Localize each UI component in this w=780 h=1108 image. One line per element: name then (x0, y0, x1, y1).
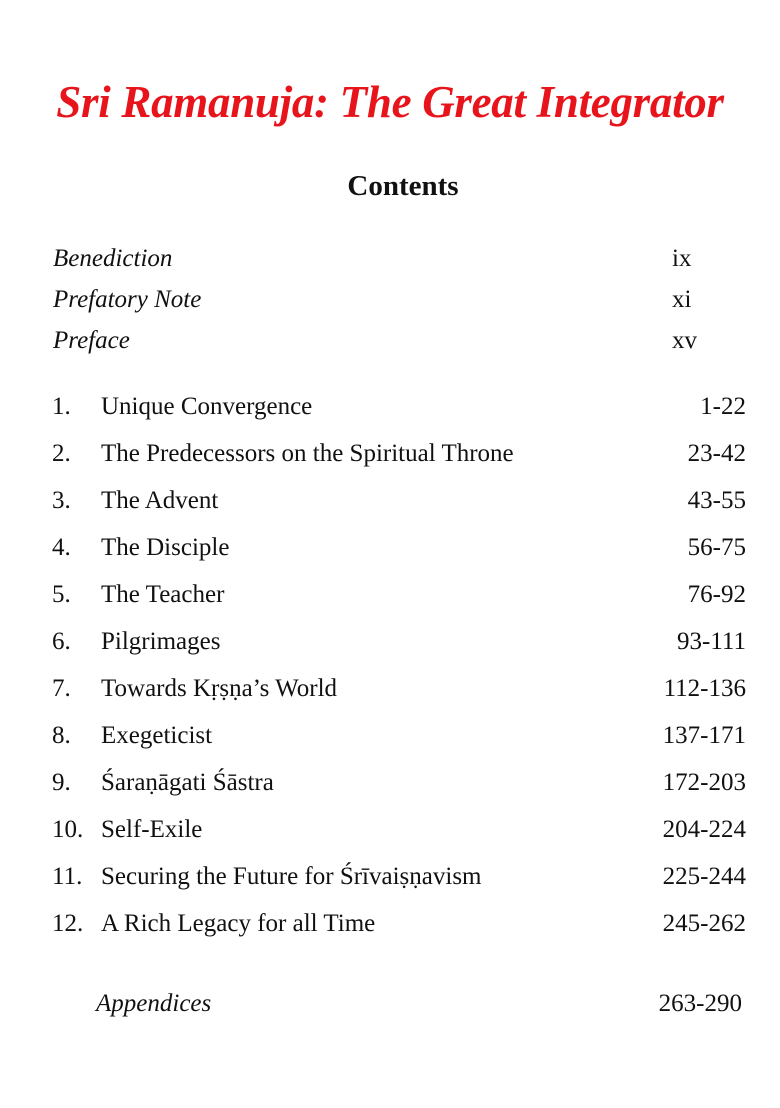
chapter-entry[interactable] (0, 532, 780, 564)
chapter-entry[interactable] (0, 767, 780, 799)
chapter-number: 10. (52, 816, 84, 843)
chapter-entry[interactable] (0, 673, 780, 705)
entry-page: 172-203 (662, 769, 746, 796)
chapter-entry[interactable] (0, 720, 780, 752)
chapter-entry[interactable] (0, 438, 780, 470)
entry-page: 23-42 (687, 440, 746, 467)
chapter-entry[interactable] (0, 861, 780, 893)
chapter-entry[interactable] (0, 626, 780, 658)
chapter-number: 9. (52, 769, 71, 796)
chapter-number: 11. (52, 863, 83, 890)
chapter-number: 1. (52, 393, 71, 420)
chapter-number: 3. (52, 487, 71, 514)
chapter-number: 2. (52, 440, 71, 467)
entry-page: 112-136 (663, 675, 746, 702)
chapter-number: 6. (52, 628, 71, 655)
entry-page: 245-262 (662, 910, 746, 937)
front-matter-entry[interactable] (0, 284, 780, 316)
entry-title: Prefatory Note (53, 286, 202, 313)
entry-title: The Teacher (101, 581, 225, 608)
appendices-entry[interactable] (0, 988, 780, 1020)
entry-page: 137-171 (662, 722, 746, 749)
entry-page: 1-22 (700, 393, 746, 420)
chapter-entry[interactable] (0, 579, 780, 611)
entry-title: Exegeticist (101, 722, 213, 749)
entry-title: Preface (53, 327, 130, 354)
entry-page: ix (672, 245, 692, 272)
entry-page: 263-290 (658, 990, 742, 1017)
chapter-entry[interactable] (0, 485, 780, 517)
entry-title: Unique Convergence (101, 393, 313, 420)
entry-page: xv (672, 327, 697, 354)
entry-title: The Advent (101, 487, 219, 514)
entry-title: Benediction (53, 245, 173, 272)
entry-page: 93-111 (677, 628, 746, 655)
entry-title: The Predecessors on the Spiritual Throne (101, 440, 514, 467)
front-matter-entry[interactable] (0, 325, 780, 357)
chapter-entry[interactable] (0, 908, 780, 940)
entry-title: The Disciple (101, 534, 230, 561)
entry-title: Self-Exile (101, 816, 203, 843)
chapter-number: 7. (52, 675, 71, 702)
entry-page: 43-55 (687, 487, 746, 514)
entry-page: 56-75 (687, 534, 746, 561)
entry-page: 204-224 (662, 816, 746, 843)
entry-title: Securing the Future for Śrīvaiṣṇavism (101, 863, 482, 890)
chapter-number: 5. (52, 581, 71, 608)
entry-title: Śaraṇāgati Śāstra (101, 769, 274, 796)
chapter-entry[interactable] (0, 391, 780, 423)
entry-title: Pilgrimages (101, 628, 221, 655)
chapter-entry[interactable] (0, 814, 780, 846)
entry-page: 225-244 (662, 863, 746, 890)
entry-page: xi (672, 286, 692, 313)
front-matter-entry[interactable] (0, 243, 780, 275)
entry-page: 76-92 (687, 581, 746, 608)
entry-title: A Rich Legacy for all Time (101, 910, 376, 937)
entry-title: Towards Kṛṣṇa’s World (101, 675, 338, 702)
contents-heading: Contents (347, 170, 459, 202)
chapter-number: 8. (52, 722, 71, 749)
book-title: Sri Ramanuja: The Great Integrator (56, 77, 724, 127)
entry-title: Appendices (96, 990, 212, 1017)
chapter-number: 4. (52, 534, 71, 561)
chapter-number: 12. (52, 910, 84, 937)
